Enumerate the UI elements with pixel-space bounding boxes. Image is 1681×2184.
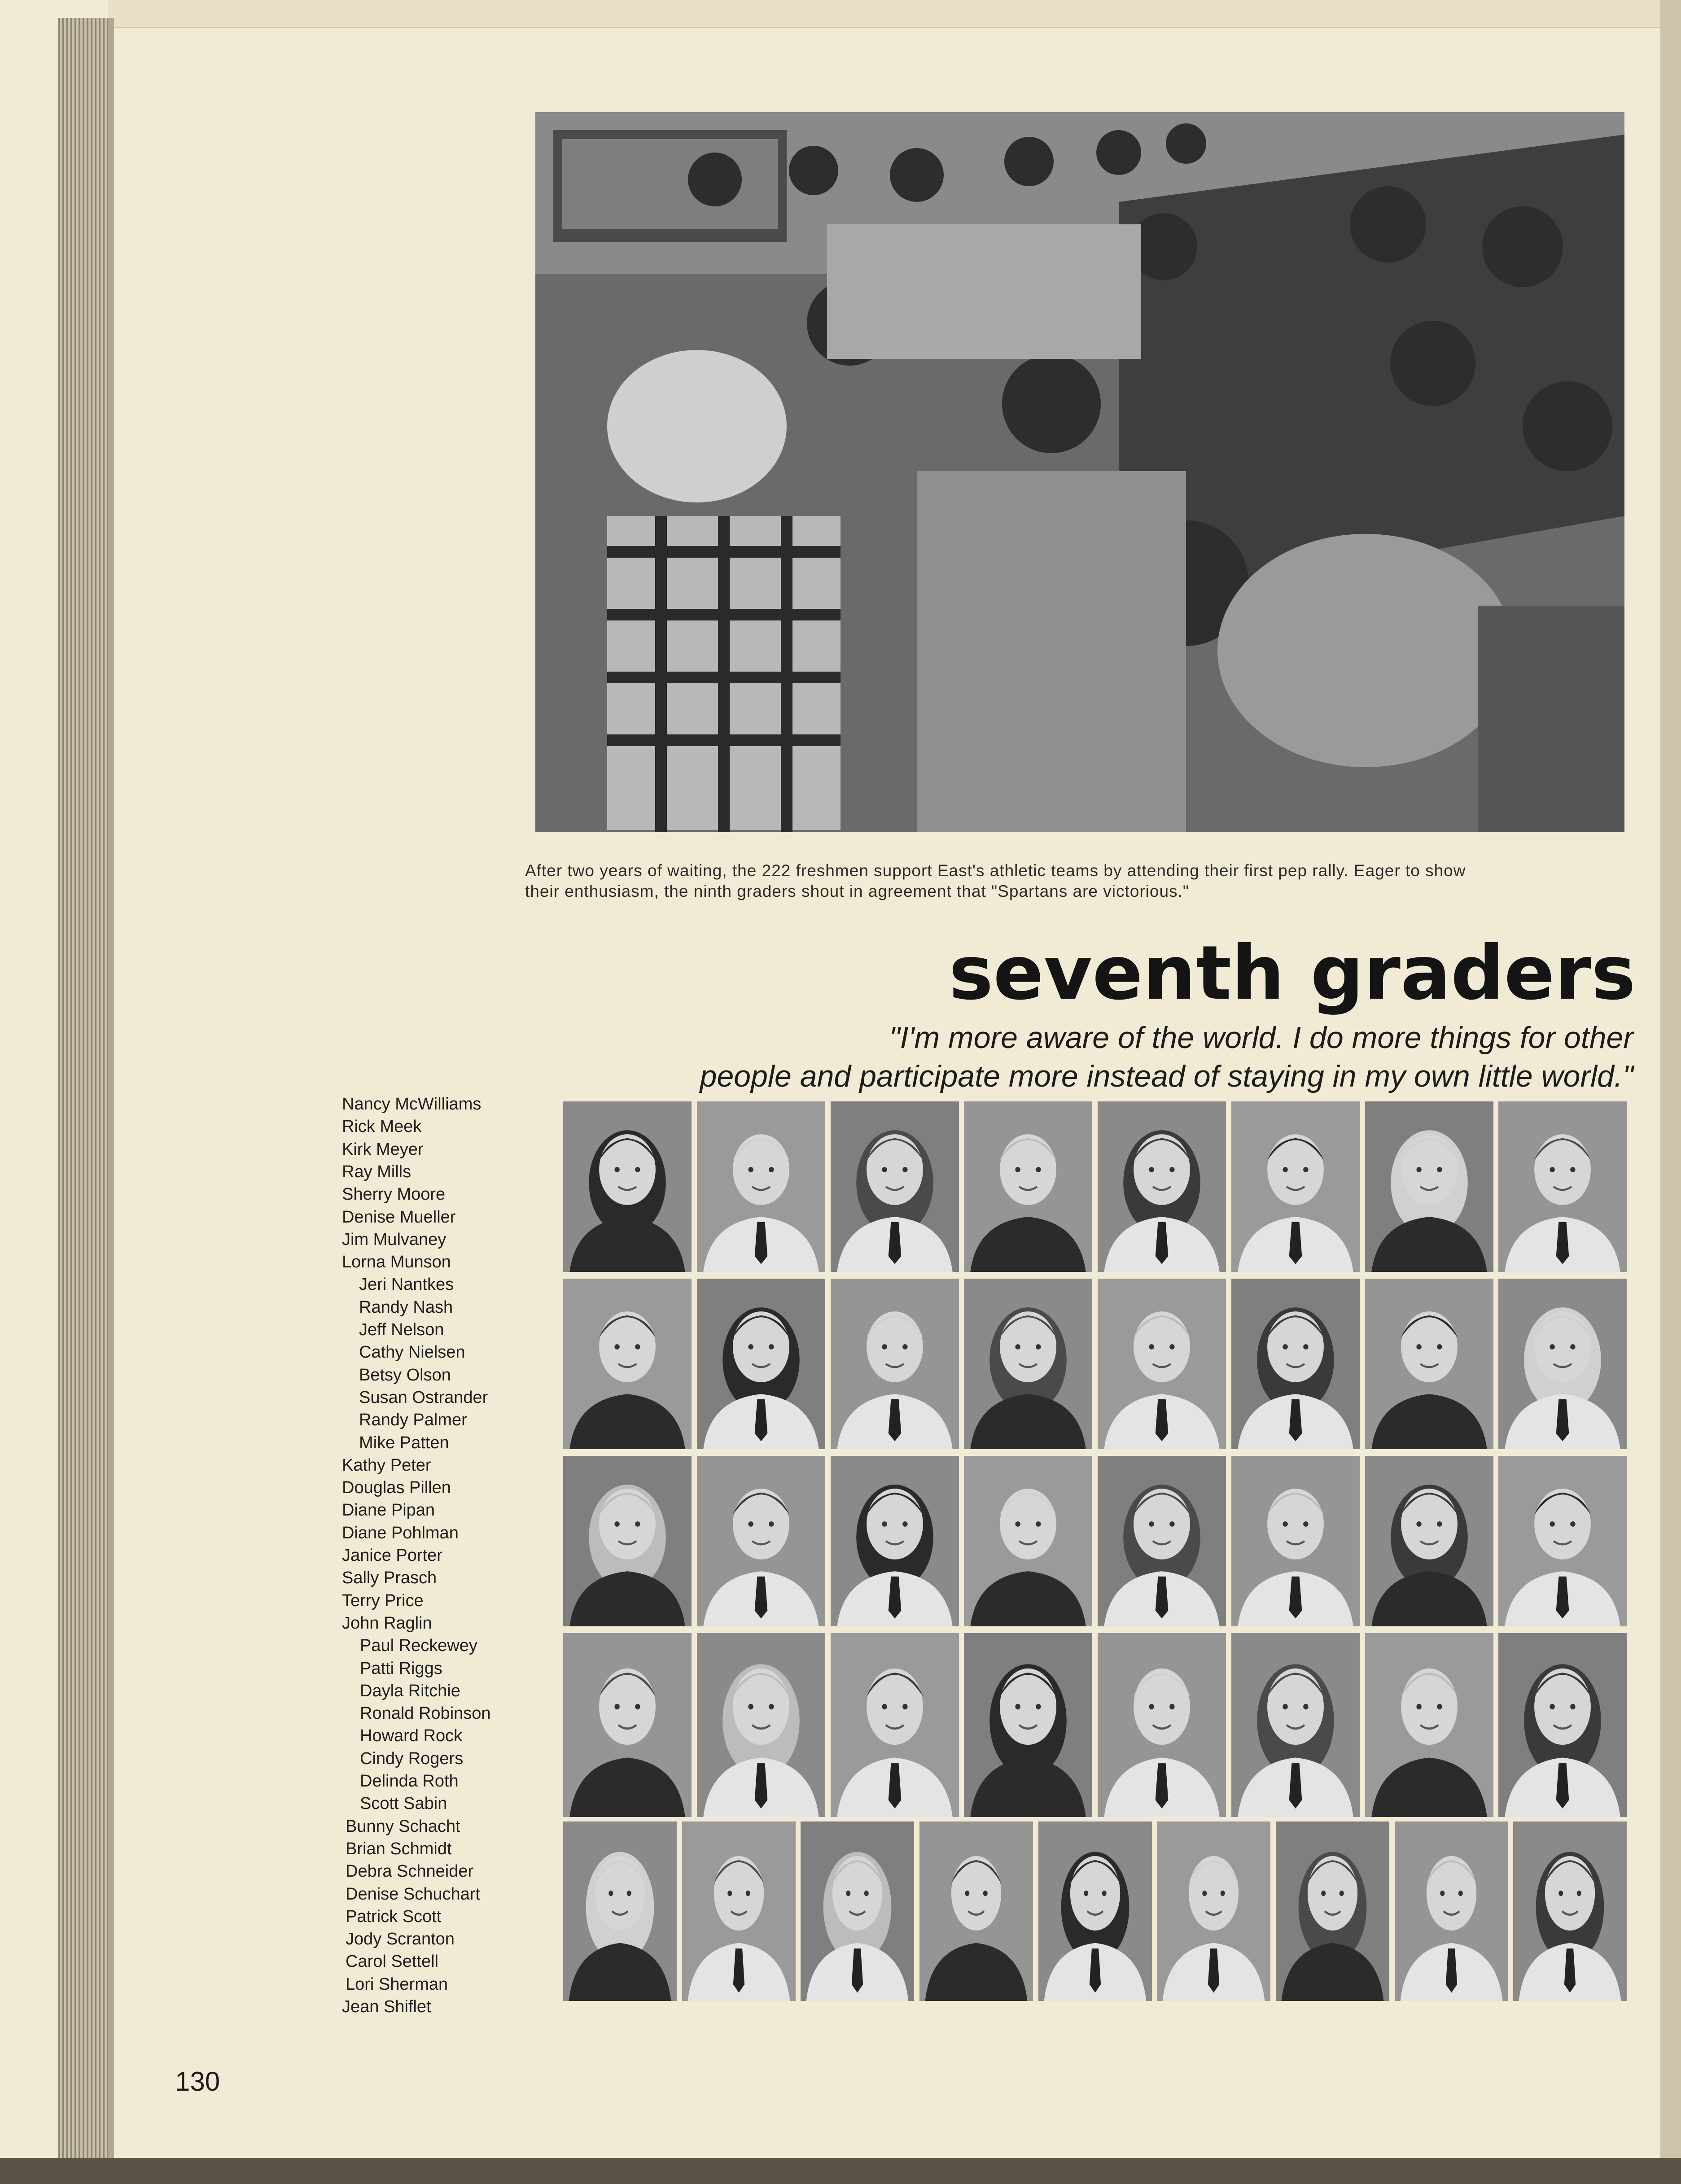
student-portrait <box>831 1279 959 1449</box>
student-name: Randy Nash <box>359 1298 453 1317</box>
student-portrait <box>563 1101 692 1272</box>
student-name: Ray Mills <box>342 1162 411 1181</box>
student-name: Kathy Peter <box>342 1456 431 1475</box>
student-name: Paul Reckewey <box>360 1636 477 1655</box>
student-name: Brian Schmidt <box>346 1839 452 1858</box>
student-portrait <box>964 1633 1092 1817</box>
student-name: Janice Porter <box>342 1546 442 1565</box>
student-name: Betsy Olson <box>359 1366 451 1385</box>
student-portrait <box>1098 1101 1226 1272</box>
student-name: Lorna Munson <box>342 1253 451 1271</box>
student-portrait <box>1038 1821 1152 2001</box>
page-bottom-edge <box>0 2158 1681 2184</box>
student-portrait <box>1498 1101 1627 1272</box>
student-portrait <box>1513 1821 1627 2001</box>
student-portrait <box>964 1101 1092 1272</box>
student-name: Debra Schneider <box>346 1862 474 1881</box>
student-portrait <box>1098 1279 1226 1449</box>
student-portrait <box>964 1279 1092 1449</box>
student-name: Bunny Schacht <box>346 1817 460 1836</box>
student-portrait <box>1231 1456 1360 1626</box>
book-page-edges <box>58 18 108 2171</box>
student-name: Diane Pohlman <box>342 1524 459 1542</box>
student-portrait <box>831 1633 959 1817</box>
student-portrait <box>1098 1456 1226 1626</box>
student-name: Jeff Nelson <box>359 1320 444 1339</box>
student-name: Terry Price <box>342 1591 424 1610</box>
student-name: Randy Palmer <box>359 1411 467 1429</box>
student-portrait <box>563 1821 677 2001</box>
binding-shadow <box>108 18 114 2171</box>
student-name: Carol Settell <box>346 1952 438 1971</box>
student-name: Ronald Robinson <box>360 1704 491 1723</box>
student-name: John Raglin <box>342 1614 432 1633</box>
page-top-edge <box>108 0 1681 28</box>
student-portrait <box>1231 1101 1360 1272</box>
student-portrait <box>563 1633 692 1817</box>
pep-rally-photo <box>535 112 1624 832</box>
student-portrait <box>1365 1279 1493 1449</box>
student-portrait <box>831 1456 959 1626</box>
student-name: Howard Rock <box>360 1726 463 1745</box>
student-name: Scott Sabin <box>360 1794 447 1813</box>
quote-line-1: "I'm more aware of the world. I do more things for other <box>889 1021 1633 1055</box>
caption-line-2: their enthusiasm, the ninth graders shout in agreement that "Spartans are victorious." <box>525 882 1189 900</box>
student-name: Delinda Roth <box>360 1772 459 1791</box>
student-name: Diane Pipan <box>342 1501 435 1520</box>
caption-line-1: After two years of waiting, the 222 freshmen support East's athletic teams by attending their first pep rally. Eager to show <box>525 861 1466 880</box>
page-right-edge <box>1660 0 1681 2184</box>
student-portrait <box>1276 1821 1389 2001</box>
student-portrait <box>563 1279 692 1449</box>
student-portrait <box>697 1279 825 1449</box>
student-portrait <box>697 1633 825 1817</box>
student-portrait <box>1231 1279 1360 1449</box>
student-quote <box>516 1018 1633 1096</box>
quote-line-2: people and participate more instead of staying in my own little world." <box>700 1059 1633 1093</box>
student-name: Patti Riggs <box>360 1659 442 1678</box>
page-number: 130 <box>175 2066 220 2097</box>
student-name: Denise Schuchart <box>346 1885 480 1904</box>
photo-caption <box>525 860 1633 902</box>
student-name: Douglas Pillen <box>342 1478 451 1497</box>
student-name: Jody Scranton <box>346 1930 455 1948</box>
student-portrait <box>1365 1101 1493 1272</box>
student-portrait <box>831 1101 959 1272</box>
student-name: Mike Patten <box>359 1433 449 1452</box>
student-name: Cindy Rogers <box>360 1749 464 1768</box>
student-portrait <box>697 1456 825 1626</box>
student-portrait <box>1498 1279 1627 1449</box>
student-portrait <box>964 1456 1092 1626</box>
student-name: Rick Meek <box>342 1117 422 1136</box>
student-portrait <box>1157 1821 1270 2001</box>
student-name: Dayla Ritchie <box>360 1682 460 1700</box>
student-portrait <box>697 1101 825 1272</box>
student-portrait <box>1098 1633 1226 1817</box>
student-name: Sally Prasch <box>342 1568 437 1587</box>
student-name: Patrick Scott <box>346 1907 442 1926</box>
student-portrait <box>1365 1456 1493 1626</box>
student-name: Cathy Nielsen <box>359 1343 465 1362</box>
student-name: Jeri Nantkes <box>359 1275 454 1294</box>
student-name: Kirk Meyer <box>342 1140 424 1159</box>
section-title: seventh graders <box>949 930 1636 1017</box>
student-portrait <box>801 1821 914 2001</box>
student-portrait <box>563 1456 692 1626</box>
student-name: Nancy McWilliams <box>342 1095 482 1114</box>
student-portrait <box>1231 1633 1360 1817</box>
student-name: Sherry Moore <box>342 1185 446 1204</box>
student-portrait <box>1498 1456 1627 1626</box>
student-name: Jim Mulvaney <box>342 1230 447 1249</box>
student-name: Lori Sherman <box>346 1975 448 1994</box>
student-name: Susan Ostrander <box>359 1388 488 1407</box>
student-name: Denise Mueller <box>342 1208 456 1227</box>
student-portrait <box>919 1821 1033 2001</box>
student-name: Jean Shiflet <box>342 1997 431 2016</box>
student-portrait <box>682 1821 796 2001</box>
student-portrait <box>1395 1821 1508 2001</box>
student-portrait <box>1365 1633 1493 1817</box>
student-portrait <box>1498 1633 1627 1817</box>
